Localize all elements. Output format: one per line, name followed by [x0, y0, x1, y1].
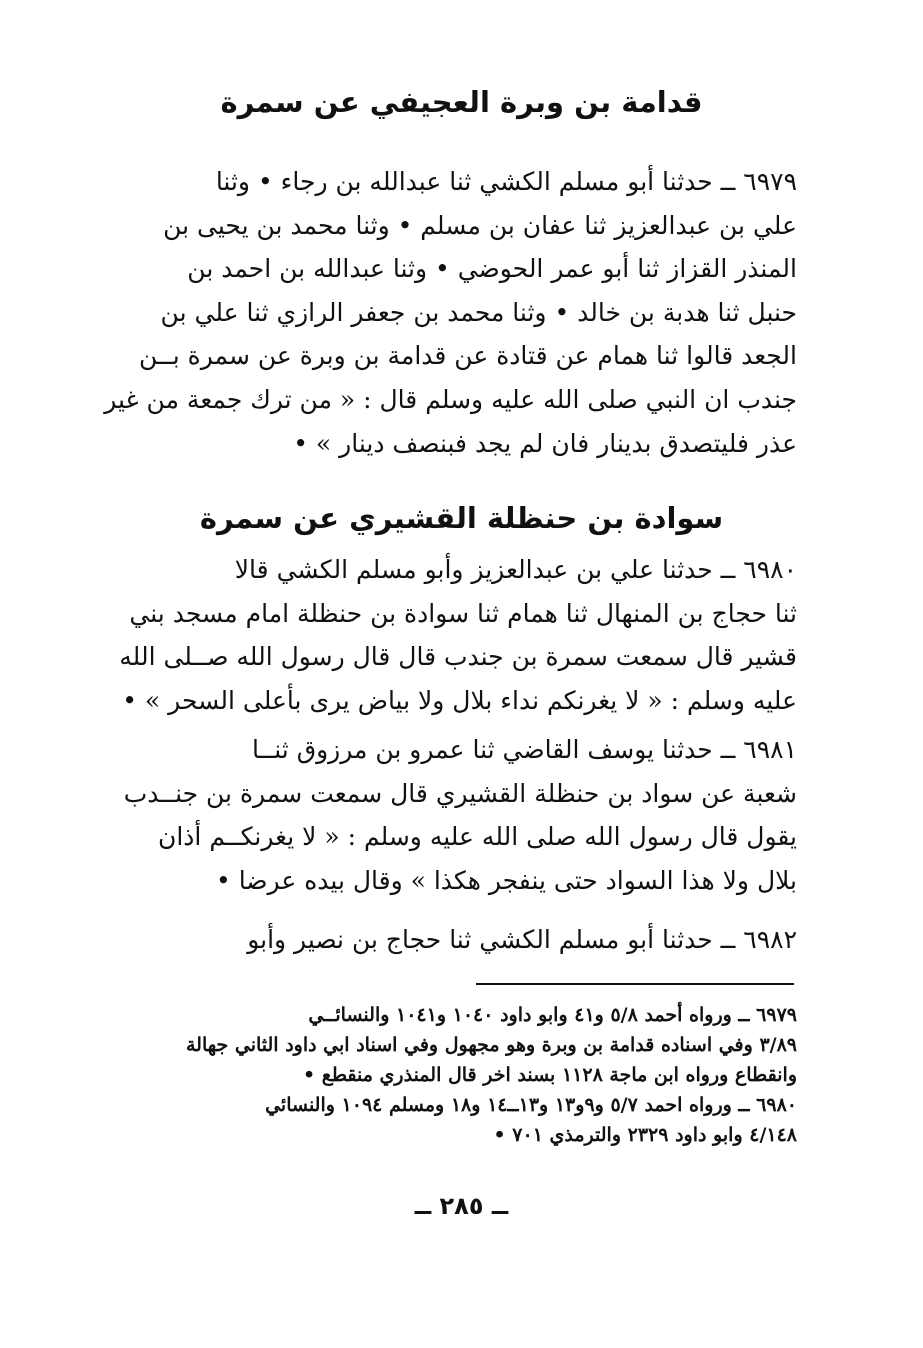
text-line: ثنا حجاج بن المنهال ثنا همام ثنا سوادة بن حنظلة امام مسجد بني [129, 598, 797, 628]
text-line: ٦٩٨٢ ــ حدثنا أبو مسلم الكشي ثنا حجاج بن نصير وأبو [247, 925, 797, 954]
footnote-divider [476, 983, 794, 985]
hadith-6980 [85, 548, 797, 722]
text-line: جندب ان النبي صلى الله عليه وسلم قال : « من ترك جمعة من غير [104, 384, 797, 414]
footnote-line: وانقطاع ورواه ابن ماجة ١١٢٨ بسند اخر قال المنذري منقطع • [302, 1064, 797, 1086]
page-number: ــ ٢٨٥ ــ [414, 1192, 509, 1220]
text-line: يقول قال رسول الله صلى الله عليه وسلم : « لا يغرنكــم أذان [157, 822, 797, 852]
text-line: عليه وسلم : « لا يغرنكم نداء بلال ولا بياض يرى بأعلى السحر » • [122, 685, 797, 715]
text-line: المنذر القزاز ثنا أبو عمر الحوضي • وثنا عبدالله بن احمد بن [187, 254, 797, 284]
section-heading-qudama: قدامة بن وبرة العجيفي عن سمرة [220, 85, 703, 119]
text-line: شعبة عن سواد بن حنظلة القشيري قال سمعت سمرة بن جنــدب [123, 778, 797, 808]
text-line: الجعد قالوا ثنا همام عن قتادة عن قدامة بن وبرة عن سمرة بــن [139, 341, 797, 371]
text-line: قشير قال سمعت سمرة بن جندب قال قال رسول الله صــلى الله [119, 642, 797, 672]
text-line: حنبل ثنا هدبة بن خالد • وثنا محمد بن جعفر الرازي ثنا علي بن [160, 297, 797, 327]
footnotes [85, 1000, 797, 1150]
text-line: ٦٩٧٩ ــ حدثنا أبو مسلم الكشي ثنا عبدالله بن رجاء • وثنا [215, 167, 797, 196]
hadith-6979 [85, 160, 797, 465]
hadith-6981 [85, 728, 797, 902]
footnote-line: ٦٩٨٠ ــ ورواه احمد ٥/٧ و٩و١٣ و١٣ــ١٤ و١٨ ومسلم ١٠٩٤ والنسائي [265, 1094, 797, 1116]
text-line: عذر فليتصدق بدينار فان لم يجد فبنصف دينار » • [293, 428, 797, 458]
section-heading-sawada: سوادة بن حنظلة القشيري عن سمرة [199, 501, 724, 535]
footnote-line: ٣/٨٩ وفي اسناده قدامة بن وبرة وهو مجهول وفي اسناد ابي داود الثاني جهالة [185, 1034, 797, 1056]
text-line: علي بن عبدالعزيز ثنا عفان بن مسلم • وثنا محمد بن يحيى بن [163, 210, 797, 240]
text-line: ٦٩٨٠ ــ حدثنا علي بن عبدالعزيز وأبو مسلم الكشي قالا [234, 555, 797, 584]
hadith-6982 [85, 918, 797, 962]
text-line: بلال ولا هذا السواد حتى ينفجر هكذا » وقال بيده عرضا • [216, 865, 797, 895]
footnote-line: ٦٩٧٩ ــ ورواه أحمد ٥/٨ و٤١ وابو داود ١٠٤٠ و١٠٤١ والنسائــي [308, 1004, 797, 1026]
footnote-line: ٤/١٤٨ وابو داود ٢٣٢٩ والترمذي ٧٠١ • [493, 1124, 797, 1146]
text-line: ٦٩٨١ ــ حدثنا يوسف القاضي ثنا عمرو بن مرزوق ثنــا [251, 735, 797, 764]
